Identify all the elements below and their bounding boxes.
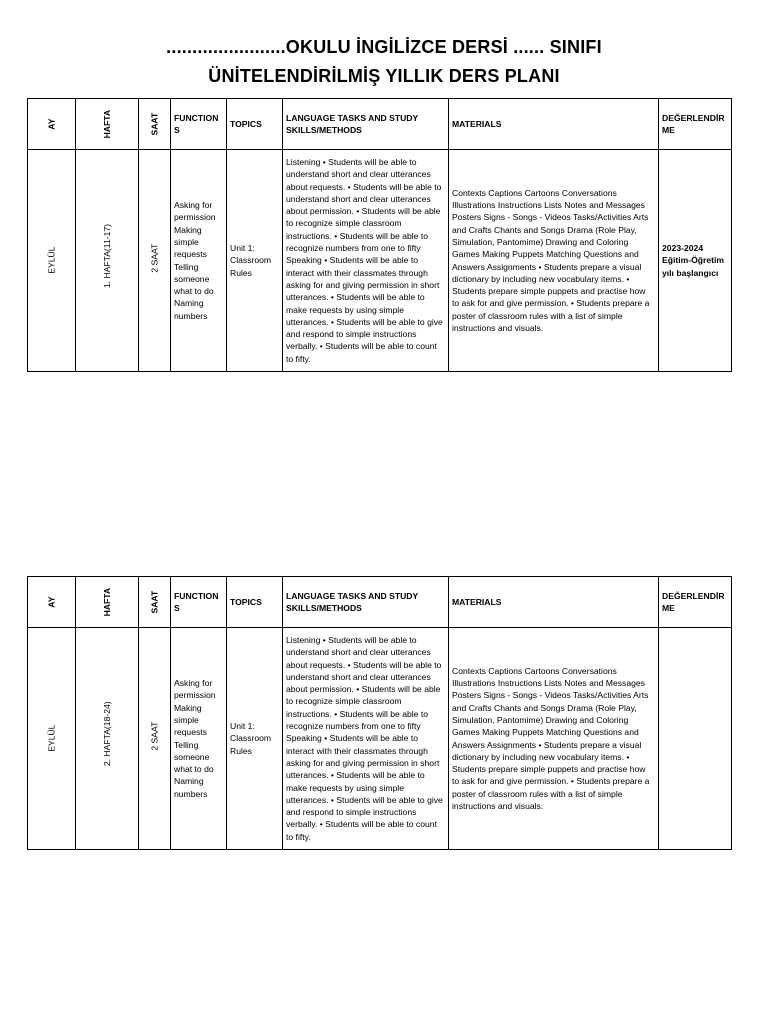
header-evaluation: DEĞERLENDİR ME [659, 99, 732, 150]
materials-cell: Contexts Captions Cartoons Conversations Illustrations Instructions Lists Notes and Messages Posters Signs - Songs - Videos Tasks/Activities Arts and Crafts Chants and Songs Drama (Role Play, Simulation, Pantomime) Drawing and Coloring Games Making Puppets Matching Questions and Answers Assignments • Students prepare a visual dictionary by including new vocabulary items. • Students prepare simple puppets and practise how to ask for and give permission. • Students prepare a poster of classroom rules with a list of simple instructions and visuals. [449, 628, 659, 850]
header-ay: AY [28, 577, 76, 628]
table-row [28, 150, 732, 372]
header-saat: SAAT [139, 577, 171, 628]
materials-cell: Contexts Captions Cartoons Conversations Illustrations Instructions Lists Notes and Messages Posters Signs - Songs - Videos Tasks/Activities Arts and Crafts Chants and Songs Drama (Role Play, Simulation, Pantomime) Drawing and Coloring Games Making Puppets Matching Questions and Answers Assignments • Students prepare a visual dictionary by including new vocabulary items. • Students prepare simple puppets and practise how to ask for and give permission. • Students prepare a poster of classroom rules with a list of simple instructions and visuals. [449, 150, 659, 372]
topic-cell: Unit 1: Classroom Rules [227, 628, 283, 850]
document-title: .......................OKULU İNGİLİZCE DERSİ ...... SINIFI [166, 37, 602, 57]
evaluation-cell [659, 628, 732, 850]
evaluation-cell: 2023-2024 Eğitim-Öğretim yılı başlangıcı [659, 150, 732, 372]
header-tasks: LANGUAGE TASKS AND STUDY SKILLS/METHODS [283, 577, 449, 628]
header-evaluation: DEĞERLENDİR ME [659, 577, 732, 628]
header-saat: SAAT [139, 99, 171, 150]
hours-cell: 2 SAAT [139, 628, 171, 850]
header-topics: TOPICS [227, 577, 283, 628]
hours-cell: 2 SAAT [139, 150, 171, 372]
week-cell: 2. HAFTA(18-24) [76, 628, 139, 850]
topic-cell: Unit 1: Classroom Rules [227, 150, 283, 372]
header-hafta: HAFTA [76, 577, 139, 628]
header-topics: TOPICS [227, 99, 283, 150]
header-functions: FUNCTION S [171, 577, 227, 628]
header-ay: AY [28, 99, 76, 150]
header-row [28, 577, 732, 628]
header-row [28, 99, 732, 150]
plan-table-week-2 [27, 576, 732, 850]
functions-cell: Asking for permission Making simple requests Telling someone what to do Naming numbers [171, 628, 227, 850]
header-materials: MATERIALS [449, 99, 659, 150]
table-row [28, 628, 732, 850]
month-cell: EYLÜL [28, 150, 76, 372]
plan-table-week-1 [27, 98, 732, 372]
month-cell: EYLÜL [28, 628, 76, 850]
functions-cell: Asking for permission Making simple requests Telling someone what to do Naming numbers [171, 150, 227, 372]
week-cell: 1. HAFTA(11-17) [76, 150, 139, 372]
header-hafta: HAFTA [76, 99, 139, 150]
tasks-cell: Listening • Students will be able to understand short and clear utterances about requests. • Students will be able to understand short and clear utterances about permission. • Students will be able to recognize simple classroom instructions. • Students will be able to recognize numbers from one to fifty Speaking • Students will be able to interact with their classmates through asking for and giving permission in short utterances. • Students will be able to make requests by using simple utterances. • Students will be able to give and respond to simple instructions verbally. • Students will be able to count to fifty. [283, 150, 449, 372]
document-subtitle: ÜNİTELENDİRİLMİŞ YILLIK DERS PLANI [208, 66, 560, 86]
header-functions: FUNCTION S [171, 99, 227, 150]
tasks-cell: Listening • Students will be able to understand short and clear utterances about requests. • Students will be able to understand short and clear utterances about permission. • Students will be able to recognize simple classroom instructions. • Students will be able to recognize numbers from one to fifty Speaking • Students will be able to interact with their classmates through asking for and giving permission in short utterances. • Students will be able to make requests by using simple utterances. • Students will be able to give and respond to simple instructions verbally. • Students will be able to count to fifty. [283, 628, 449, 850]
header-materials: MATERIALS [449, 577, 659, 628]
header-tasks: LANGUAGE TASKS AND STUDY SKILLS/METHODS [283, 99, 449, 150]
